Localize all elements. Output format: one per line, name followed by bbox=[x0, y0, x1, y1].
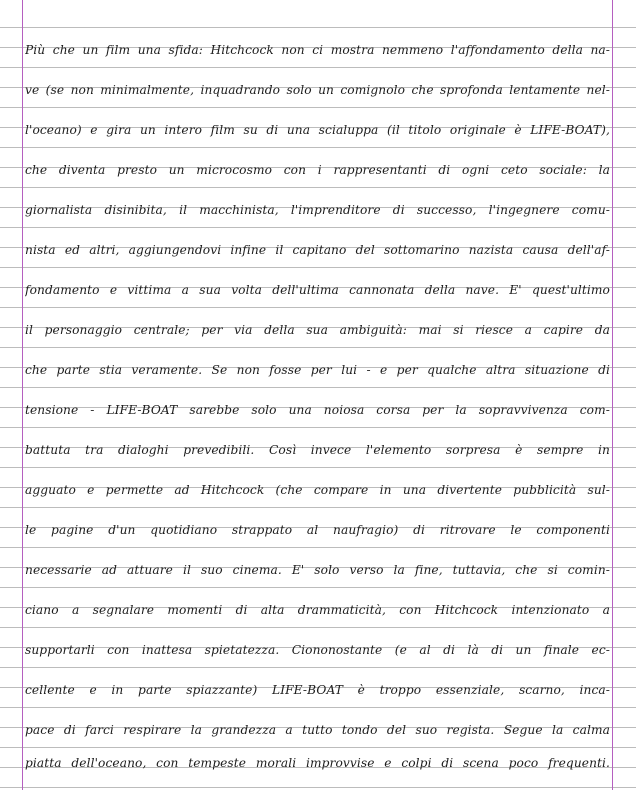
text-line: fondamento e vittima a sua volta dell'ultima cannonata della nave. E' quest'ultimo bbox=[25, 283, 610, 297]
ruled-line bbox=[0, 387, 636, 388]
text-line: nista ed altri, aggiungendovi infine il capitano del sottomarino nazista causa dell'af- bbox=[25, 243, 610, 257]
ruled-line bbox=[0, 27, 636, 28]
text-line: che diventa presto un microcosmo con i rappresentanti di ogni ceto sociale: la bbox=[25, 163, 610, 177]
right-margin-line bbox=[612, 0, 613, 790]
text-line: tensione - LIFE-BOAT sarebbe solo una noiosa corsa per la sopravvivenza com- bbox=[25, 403, 610, 417]
text-line: battuta tra dialoghi prevedibili. Così invece l'elemento sorpresa è sempre in bbox=[25, 443, 610, 457]
ruled-line bbox=[0, 547, 636, 548]
ruled-line bbox=[0, 707, 636, 708]
text-line: l'oceano) e gira un intero film su di una scialuppa (il titolo originale è LIFE-BOAT), bbox=[25, 123, 610, 137]
text-line: agguato e permette ad Hitchcock (che compare in una divertente pubblicità sul- bbox=[25, 483, 610, 497]
ruled-line bbox=[0, 747, 636, 748]
ruled-line bbox=[0, 467, 636, 468]
text-line: giornalista disinibita, il macchinista, l'imprenditore di successo, l'ingegnere comu- bbox=[25, 203, 610, 217]
text-line: le pagine d'un quotidiano strappato al naufragio) di ritrovare le componenti bbox=[25, 523, 610, 537]
ruled-line bbox=[0, 667, 636, 668]
ruled-line bbox=[0, 227, 636, 228]
text-line: ve (se non minimalmente, inquadrando solo un comignolo che sprofonda lentamente nel- bbox=[25, 83, 610, 97]
text-line: ciano a segnalare momenti di alta drammaticità, con Hitchcock intenzionato a bbox=[25, 603, 610, 617]
ruled-line bbox=[0, 187, 636, 188]
ruled-line bbox=[0, 787, 636, 788]
ruled-line bbox=[0, 307, 636, 308]
text-line: piatta dell'oceano, con tempeste morali improvvise e colpi di scena poco frequenti. bbox=[25, 756, 610, 770]
text-line: supportarli con inattesa spietatezza. Ciononostante (e al di là di un finale ec- bbox=[25, 643, 610, 657]
text-line: che parte stia veramente. Se non fosse per lui - e per qualche altra situazione di bbox=[25, 363, 610, 377]
text-line: necessarie ad attuare il suo cinema. E' solo verso la fine, tuttavia, che si comin- bbox=[25, 563, 610, 577]
ruled-line bbox=[0, 507, 636, 508]
left-margin-line bbox=[22, 0, 23, 790]
ruled-line bbox=[0, 427, 636, 428]
ruled-line bbox=[0, 107, 636, 108]
ruled-line bbox=[0, 67, 636, 68]
ruled-line bbox=[0, 627, 636, 628]
ruled-line bbox=[0, 347, 636, 348]
text-line: cellente e in parte spiazzante) LIFE-BOAT è troppo essenziale, scarno, inca- bbox=[25, 683, 610, 697]
text-line: il personaggio centrale; per via della sua ambiguità: mai si riesce a capire da bbox=[25, 323, 610, 337]
ruled-line bbox=[0, 587, 636, 588]
text-line: Più che un film una sfida: Hitchcock non ci mostra nemmeno l'affondamento della na- bbox=[25, 43, 610, 57]
text-line: pace di farci respirare la grandezza a tutto tondo del suo regista. Segue la calma bbox=[25, 723, 610, 737]
ruled-line bbox=[0, 147, 636, 148]
ruled-line bbox=[0, 267, 636, 268]
